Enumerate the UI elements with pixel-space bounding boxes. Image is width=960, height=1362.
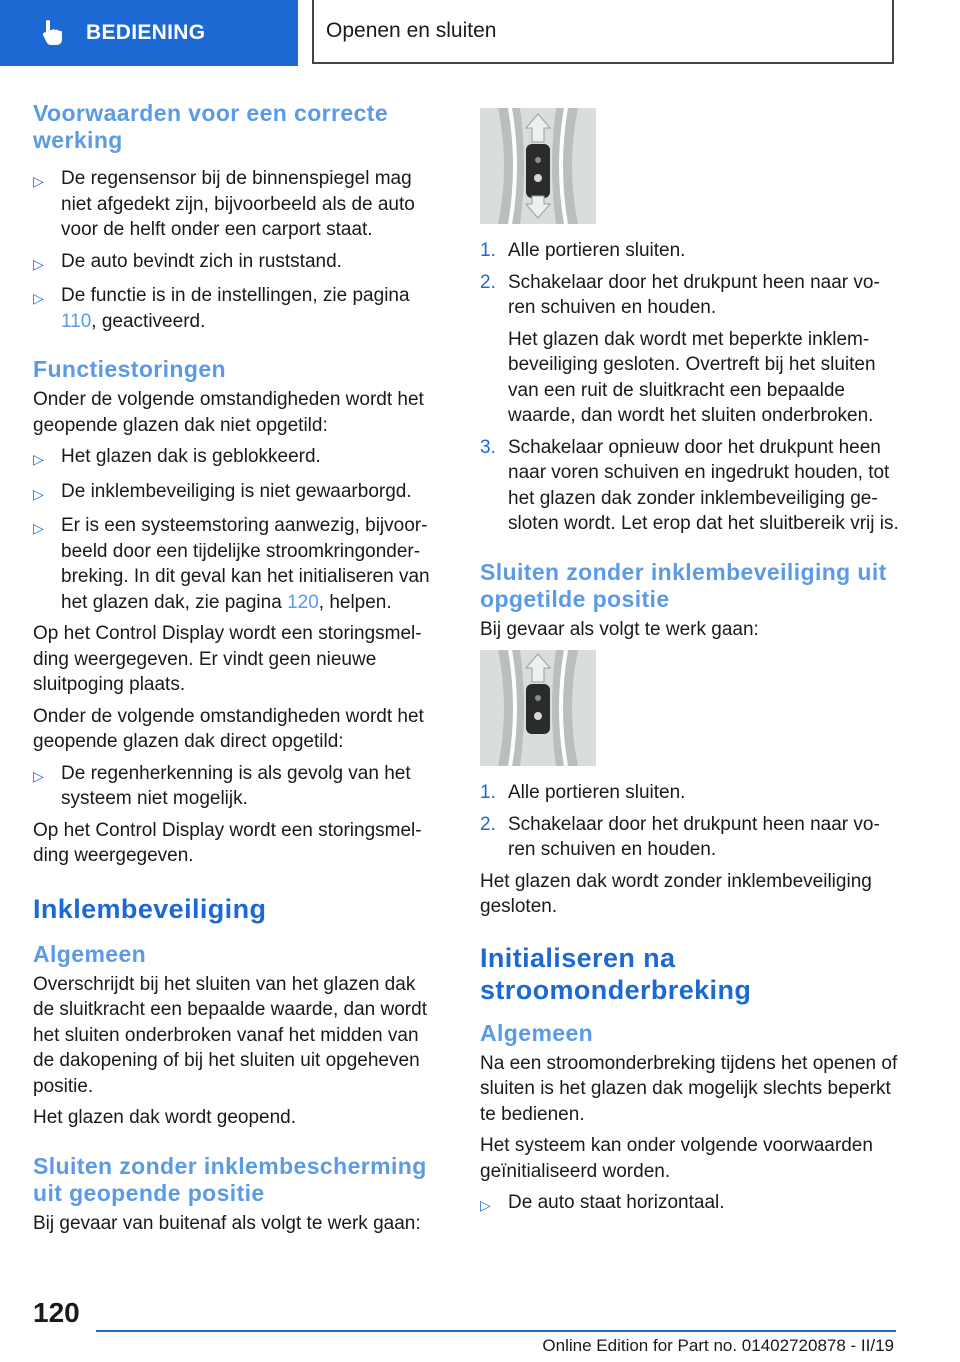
list-item: ▷ De auto bevindt zich in ruststand. [33,249,440,278]
section-label: BEDIENING [86,21,206,44]
footer-divider [96,1330,896,1332]
page-link-110[interactable]: 110 [61,310,92,332]
hand-pointer-icon [38,18,68,48]
step-item: 1. Alle portieren sluiten. [480,240,686,261]
paragraph: Bij gevaar van buitenaf als volgt te werk gaan: [33,1212,421,1234]
heading-algemeen: Algemeen [480,1019,594,1046]
paragraph: Het glazen dak wordt geopend. [33,1107,297,1128]
step-item: 3. Schakelaar opnieuw door het drukpunt heen naar voren schuiven en ingedrukt houden, tot het glazen dak zonder inklembeveiliging gesloten wordt. Let erop dat het sluitbereik vrij is. [480,436,899,534]
step-item: 2. Schakelaar door het drukpunt heen naar voren schuiven en houden. [480,813,880,860]
heading-algemeen: Algemeen [33,940,147,967]
step-item: 2. Schakelaar door het drukpunt heen naar voren schuiven en houden. [480,271,880,318]
list-item: ▷ De regenherkenning is als gevolg van het systeem niet mogelijk. [33,761,440,812]
roof-switch-illustration [480,108,596,224]
edition-note: Online Edition for Part no. 01402720878 - II/19 [542,1336,894,1355]
paragraph: Onder de volgende omstandigheden wordt het geopende glazen dak direct opgetild: [33,705,424,752]
left-column [33,100,440,1242]
step-note: Het glazen dak wordt met beperkte inklembeveiliging gesloten. Overtreft bij het sluiten van een ruit de sluitkracht een bepaalde waarde, dan wordt het sluiten onderbroken. [508,328,876,426]
page-link-120[interactable]: 120 [287,591,319,613]
triangle-bullet-icon: ▷ [33,451,44,467]
triangle-bullet-icon: ▷ [33,173,44,189]
heading-functiestoringen: Functiestoringen [33,356,226,382]
step-item: 1. Alle portieren sluiten. [480,782,686,803]
heading-inklembeveiliging: Inklembeveiliging [33,893,267,924]
paragraph: Onder de volgende omstandigheden wordt het geopende glazen dak niet opgetild: [33,389,424,436]
list-item: ▷ De auto staat horizontaal. [480,1190,900,1219]
triangle-bullet-icon: ▷ [33,485,44,502]
triangle-bullet-icon: ▷ [33,520,44,536]
triangle-bullet-icon: ▷ [480,1197,491,1213]
heading-sluiten-geopend: Sluiten zonder inklembescherming uit geopende positie [33,1152,427,1206]
right-column [480,102,900,1225]
heading-sluiten-opgetild: Sluiten zonder inklembeveiliging uit opgetilde positie [480,558,887,612]
paragraph: Op het Control Display wordt een storingsmelding weergegeven. [33,819,422,866]
list-item: ▷ Het glazen dak is geblokkeerd. [33,444,440,473]
triangle-bullet-icon: ▷ [33,255,44,272]
page-number: 120 [33,1297,80,1328]
paragraph: Overschrijdt bij het sluiten van het glazen dak de sluitkracht een bepaalde waarde, dan wordt het sluiten onderbroken vanaf het midden van de dakopening of bij het sluiten uit opgeheven positie. [33,973,427,1097]
roof-switch-illustration [480,650,596,766]
paragraph: Na een stroomonderbreking tijdens het openen of sluiten is het glazen dak mogelijk slechts beperkt te bedienen. [480,1052,898,1125]
list-item: ▷ De functie is in de instellingen, zie pagina 110, geactiveerd. [33,283,440,334]
paragraph: Het systeem kan onder volgende voorwaarden geïnitialiseerd worden. [480,1135,873,1182]
list-item: ▷ De inklembeveiliging is niet gewaarborgd. [33,479,440,508]
heading-voorwaarden: Voorwaarden voor een correcte werking [33,100,389,153]
section-tab [0,0,298,66]
heading-initialiseren: Initialiseren na stroomonderbreking [480,942,752,1005]
chapter-title: Openen en sluiten [312,0,894,64]
paragraph: Het glazen dak wordt zonder inklembeveiliging gesloten. [480,870,872,917]
paragraph: Op het Control Display wordt een storingsmelding weergegeven. Er vindt geen nieuwe sluitpoging plaats. [33,623,422,695]
triangle-bullet-icon: ▷ [33,290,44,306]
list-item: ▷ De regensensor bij de binnenspiegel mag niet afgedekt zijn, bijvoorbeeld als de auto voor de helft onder een carport staat. [33,166,440,243]
paragraph: Bij gevaar als volgt te werk gaan: [480,618,759,640]
list-item: ▷ Er is een systeemstoring aanwezig, bijvoorbeeld door een tijdelijke stroomkringonderbreking. In dit geval kan het initialiseren van het glazen dak, zie pagina 120, helpen. [33,513,440,615]
triangle-bullet-icon: ▷ [33,767,44,784]
